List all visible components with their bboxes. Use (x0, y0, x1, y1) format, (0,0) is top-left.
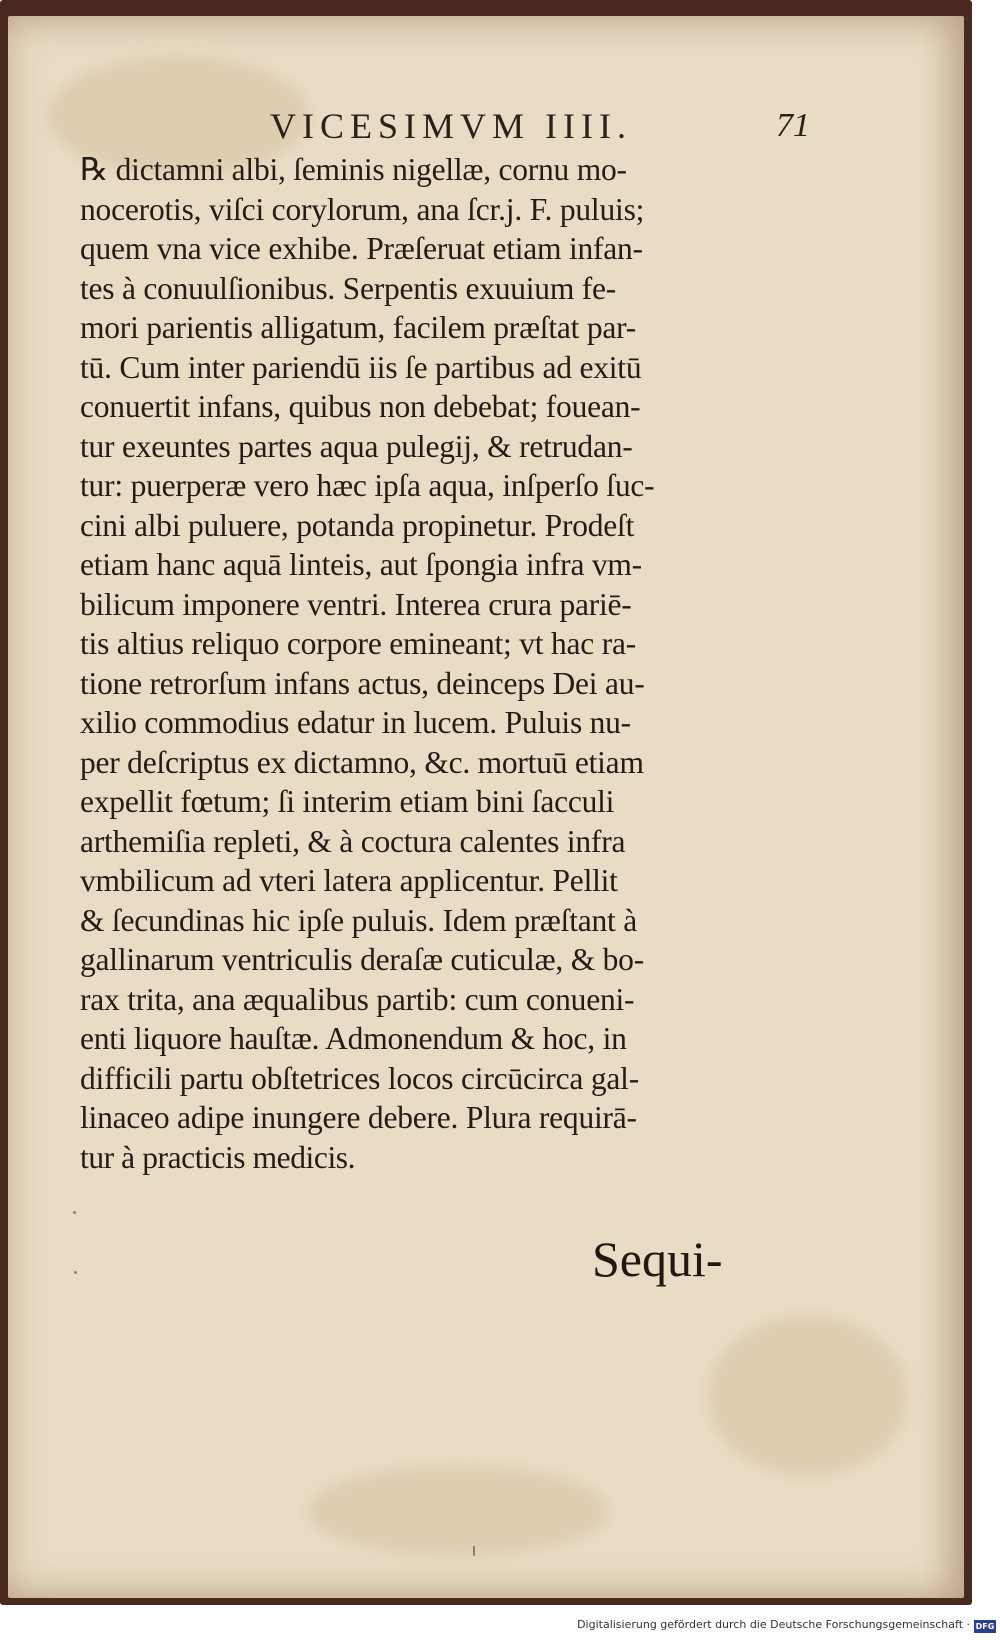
text-line: xilio commodius edatur in lucem. Puluis nu- (80, 705, 631, 740)
text-line: vmbilicum ad vteri latera applicentur. Pellit (80, 863, 618, 898)
text-line: cini albi puluere, potanda propinetur. Prodeſt (80, 507, 635, 543)
text-line: ℞ dictamni albi, ſeminis nigellæ, cornu mo- (80, 152, 627, 187)
text-line: tes à conuulſionibus. Serpentis exuuium fe- (80, 270, 617, 306)
text-line: etiam hanc aquā linteis, aut ſpongia infra vm- (80, 547, 642, 582)
text-line: arthemiſia repleti, & à coctura calentes infra (80, 823, 626, 859)
dfg-logo: DFG (975, 1622, 995, 1631)
text-line: conuertit infans, quibus non debebat; fouean- (80, 389, 641, 424)
body-text (80, 150, 780, 1177)
text-line: bilicum imponere ventri. Interea crura pariē- (80, 586, 632, 622)
text-line: gallinarum ventriculis deraſæ cuticulæ, & bo- (80, 942, 644, 977)
catchword: Sequi- (592, 1231, 723, 1287)
text-line: & ſecundinas hic ipſe puluis. Idem præſtant à (80, 902, 637, 938)
paper-stain (308, 1466, 608, 1556)
ink-speck (73, 1211, 76, 1214)
running-head (270, 105, 810, 145)
funding-credit: Digitalisierung gefördert durch die Deutsche Forschungsgemeinschaft · (577, 1618, 970, 1631)
page-number: 71 (776, 107, 810, 144)
text-line: nocerotis, viſci corylorum, ana ſcr.j. F. puluis; (80, 191, 645, 227)
running-title: VICESIMVM IIII. (270, 106, 632, 146)
text-line: per deſcriptus ex dictamno, &c. mortuū etiam (80, 744, 644, 780)
paper-stain (708, 1316, 908, 1476)
text-line: expellit fœtum; ſi interim etiam bini ſacculi (80, 784, 615, 819)
text-line: tis altius reliquo corpore emineant; vt hac ra- (80, 626, 637, 661)
text-line: rax trita, ana æqualibus partib: cum conueni- (80, 981, 635, 1017)
text-line: mori parientis alligatum, facilem præſtat par- (80, 310, 637, 345)
text-line: tur: puerperæ vero hæc ipſa aqua, inſperſo ſuc- (80, 468, 655, 503)
text-line: tione retrorſum infans actus, deinceps Dei au- (80, 665, 645, 701)
text-line: difficili partu obſtetrices locos circūcirca gal- (80, 1060, 639, 1096)
text-line: tur exeuntes partes aqua pulegij, & retrudan- (80, 428, 633, 464)
ink-speck (473, 1546, 475, 1556)
ink-speck (74, 1271, 77, 1274)
text-line: tū. Cum inter pariendū iis ſe partibus ad exitū (80, 349, 642, 385)
footer-bar (0, 1605, 1000, 1641)
text-line: linaceo adipe inungere debere. Plura requirā- (80, 1100, 637, 1135)
text-line: quem vna vice exhibe. Præſeruat etiam infan- (80, 231, 643, 266)
text-line: enti liquore hauſtæ. Admonendum & hoc, in (80, 1021, 627, 1056)
text-line: tur à practicis medicis. (80, 1139, 356, 1175)
